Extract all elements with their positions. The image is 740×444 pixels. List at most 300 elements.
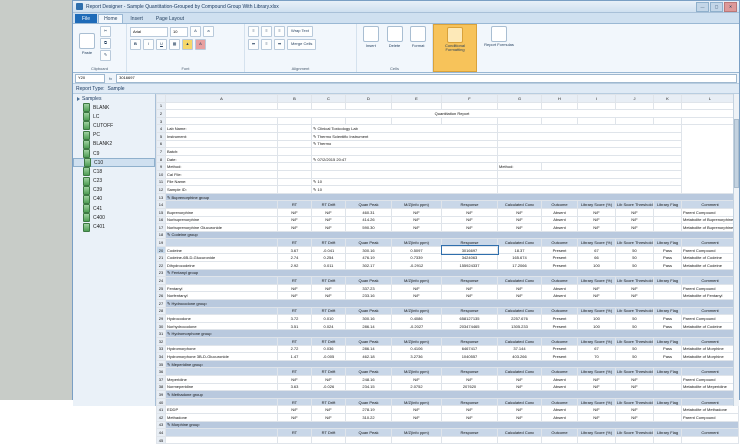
quan-peak-value[interactable]: 476.19: [346, 254, 392, 262]
calculated-conc-value[interactable]: N/F: [498, 224, 542, 232]
group-band-row[interactable]: [157, 269, 739, 277]
col-H[interactable]: H: [542, 95, 578, 103]
group-band-row[interactable]: [157, 421, 739, 429]
calculated-conc-value[interactable]: 2257.676: [498, 315, 542, 323]
compound-name[interactable]: EDDP: [166, 406, 278, 414]
library-score-value[interactable]: N/F: [578, 224, 616, 232]
comment-value[interactable]: Parent Compound: [682, 413, 739, 421]
header-field-value[interactable]: [312, 170, 498, 178]
response-value[interactable]: N/F: [442, 216, 498, 224]
header-field-value[interactable]: ✎ 10: [312, 186, 498, 194]
row-header[interactable]: 9: [157, 163, 166, 171]
cell[interactable]: [498, 132, 682, 140]
col-G[interactable]: G: [498, 95, 542, 103]
row-header[interactable]: 20: [157, 246, 166, 254]
cell[interactable]: [278, 186, 312, 194]
row-header[interactable]: 23: [157, 269, 166, 277]
quan-peak-value[interactable]: 278.19: [346, 406, 392, 414]
group-band[interactable]: ✎ Meperidine group: [166, 360, 739, 368]
comment-value[interactable]: Parent Compound: [682, 284, 739, 292]
col-L[interactable]: L: [682, 95, 739, 103]
outcome-value[interactable]: Absent: [542, 375, 578, 383]
library-flag-value[interactable]: Pass: [654, 322, 682, 330]
response-value[interactable]: [442, 436, 498, 444]
align-center-icon[interactable]: ≡: [261, 39, 272, 50]
cell[interactable]: [542, 102, 578, 110]
response-value[interactable]: 658127135: [442, 315, 498, 323]
rt-value[interactable]: 2.72: [278, 345, 312, 353]
comment-value[interactable]: Parent Compound: [682, 246, 739, 254]
cell[interactable]: [498, 178, 682, 186]
sidebar-item-lc[interactable]: [73, 112, 155, 121]
mz-value[interactable]: N/F: [392, 406, 442, 414]
tab-file[interactable]: File: [75, 14, 97, 23]
header-field-value[interactable]: ✎ 10: [312, 178, 498, 186]
compound-col-header[interactable]: [166, 239, 278, 247]
tab-insert[interactable]: Insert: [130, 16, 143, 22]
col-header-2[interactable]: Quan Peak: [346, 201, 392, 209]
col-B[interactable]: B: [278, 95, 312, 103]
comment-value[interactable]: Metabolite of Codeine: [682, 262, 739, 270]
col-header-1[interactable]: RT Drift: [312, 239, 346, 247]
library-score-value[interactable]: N/F: [578, 292, 616, 300]
col-header-7[interactable]: Library Score (%): [578, 239, 616, 247]
sheet-row[interactable]: [157, 102, 739, 110]
col-header-5[interactable]: Calculated Conc: [498, 201, 542, 209]
rt-value[interactable]: 3.51: [278, 322, 312, 330]
group-band-row[interactable]: [157, 300, 739, 308]
comment-value[interactable]: Metabolite of Meperidine: [682, 383, 739, 391]
group-header-row[interactable]: [157, 398, 739, 406]
compound-col-header[interactable]: [166, 398, 278, 406]
col-header-10[interactable]: Comment: [682, 338, 739, 346]
row-header[interactable]: 4: [157, 125, 166, 133]
outcome-value[interactable]: Absent: [542, 224, 578, 232]
row-header[interactable]: 19: [157, 239, 166, 247]
col-header-5[interactable]: Calculated Conc: [498, 307, 542, 315]
library-score-value[interactable]: 67: [578, 345, 616, 353]
cut-button[interactable]: ✂: [100, 26, 111, 37]
mz-value[interactable]: 2.0752: [392, 383, 442, 391]
window-controls[interactable]: [696, 2, 739, 12]
group-header-row[interactable]: [157, 429, 739, 437]
calculated-conc-value[interactable]: N/F: [498, 292, 542, 300]
align-bottom-icon[interactable]: ≡: [274, 26, 285, 37]
lib-score-threshold-value[interactable]: 50: [616, 262, 654, 270]
cell[interactable]: [616, 102, 654, 110]
col-header-3[interactable]: M/Z(info ppm): [392, 277, 442, 285]
col-header-1[interactable]: RT Drift: [312, 368, 346, 376]
cell[interactable]: [278, 178, 312, 186]
lib-score-threshold-value[interactable]: N/F: [616, 375, 654, 383]
quan-peak-value[interactable]: 337.23: [346, 284, 392, 292]
lib-score-threshold-value[interactable]: 50: [616, 353, 654, 361]
group-band-row[interactable]: [157, 231, 739, 239]
calculated-conc-value[interactable]: N/F: [498, 208, 542, 216]
compound-name[interactable]: Norfentanyl: [166, 292, 278, 300]
lib-score-threshold-value[interactable]: [616, 436, 654, 444]
col-header-0[interactable]: RT: [278, 277, 312, 285]
compound-name[interactable]: Normeperidine: [166, 383, 278, 391]
col-header-0[interactable]: RT: [278, 338, 312, 346]
compound-name[interactable]: Fentanyl: [166, 284, 278, 292]
cell[interactable]: [654, 102, 682, 110]
response-value[interactable]: 1040557: [442, 353, 498, 361]
rt-value[interactable]: 2.74: [278, 254, 312, 262]
col-header-6[interactable]: Outcome: [542, 368, 578, 376]
sheet-body[interactable]: [157, 102, 739, 444]
compound-name[interactable]: Norbuprenorphine Glucuronide: [166, 224, 278, 232]
comment-value[interactable]: Metabolite of Fentanyl: [682, 292, 739, 300]
header-field-label-2[interactable]: Method:: [498, 163, 542, 171]
col-header-0[interactable]: RT: [278, 398, 312, 406]
col-header-10[interactable]: Comment: [682, 277, 739, 285]
compound-col-header[interactable]: [166, 338, 278, 346]
row-header[interactable]: 6: [157, 140, 166, 148]
align-top-icon[interactable]: ≡: [248, 26, 259, 37]
col-header-3[interactable]: M/Z(info ppm): [392, 368, 442, 376]
rt-drift-value[interactable]: N/F: [312, 284, 346, 292]
comment-value[interactable]: Metabolite of Morphine: [682, 353, 739, 361]
col-header-2[interactable]: Quan Peak: [346, 277, 392, 285]
response-value[interactable]: 3016697: [442, 246, 498, 254]
col-header-7[interactable]: Library Score (%): [578, 368, 616, 376]
close-button[interactable]: ✕: [724, 2, 737, 12]
row-header[interactable]: 40: [157, 398, 166, 406]
col-header-3[interactable]: M/Z(info ppm): [392, 338, 442, 346]
grow-font-icon[interactable]: A: [190, 26, 201, 37]
sheet-table[interactable]: [156, 94, 739, 444]
cell[interactable]: [278, 132, 312, 140]
quan-peak-value[interactable]: 302.17: [346, 262, 392, 270]
mz-value[interactable]: [392, 436, 442, 444]
group-header-row[interactable]: [157, 307, 739, 315]
comment-value[interactable]: Parent Compound: [682, 315, 739, 323]
library-flag-value[interactable]: [654, 224, 682, 232]
col-header-2[interactable]: Quan Peak: [346, 398, 392, 406]
row-header[interactable]: 35: [157, 360, 166, 368]
col-header-8[interactable]: Lib Score Threshold: [617, 202, 653, 208]
calculated-conc-value[interactable]: 403.266: [498, 353, 542, 361]
sidebar-item-blank2[interactable]: [73, 140, 155, 149]
compound-name[interactable]: Hydromorphone: [166, 345, 278, 353]
compound-col-header[interactable]: [166, 368, 278, 376]
col-header-3[interactable]: M/Z(info ppm): [392, 398, 442, 406]
col-header-2[interactable]: Quan Peak: [346, 307, 392, 315]
row-header[interactable]: 34: [157, 353, 166, 361]
outcome-value[interactable]: Present: [542, 345, 578, 353]
col-header-1[interactable]: RT Drift: [312, 277, 346, 285]
header-field-label[interactable]: Instrument:: [166, 132, 278, 140]
cell[interactable]: [542, 117, 578, 125]
italic-icon[interactable]: I: [143, 39, 154, 50]
cell[interactable]: [312, 102, 346, 110]
header-field-label[interactable]: Cal File:: [166, 170, 278, 178]
comment-value[interactable]: Metabolite of Buprenorphine: [682, 216, 739, 224]
header-field-row[interactable]: [157, 170, 739, 178]
mz-value[interactable]: N/F: [392, 216, 442, 224]
header-field-label[interactable]: Date:: [166, 155, 278, 163]
sheet-row[interactable]: [157, 110, 739, 118]
compound-name[interactable]: Buprenorphine: [166, 208, 278, 216]
library-flag-value[interactable]: [654, 292, 682, 300]
compound-name[interactable]: Norbuprenorphine: [166, 216, 278, 224]
header-field-row[interactable]: [157, 132, 739, 140]
response-value[interactable]: N/F: [442, 413, 498, 421]
row-header[interactable]: 44: [157, 429, 166, 437]
rt-value[interactable]: 2.92: [278, 262, 312, 270]
group-band[interactable]: ✎ Codeine group: [166, 231, 739, 239]
mz-value[interactable]: N/F: [392, 208, 442, 216]
group-band-row[interactable]: [157, 330, 739, 338]
compound-name[interactable]: Methadone: [166, 413, 278, 421]
shrink-font-icon[interactable]: a: [203, 26, 214, 37]
compound-row[interactable]: [157, 353, 739, 361]
mz-value[interactable]: 3.2736: [392, 353, 442, 361]
calculated-conc-value[interactable]: 18.37: [498, 246, 542, 254]
library-flag-value[interactable]: [654, 406, 682, 414]
row-header[interactable]: 30: [157, 322, 166, 330]
comment-value[interactable]: Metabolite of Codeine: [682, 322, 739, 330]
tab-page-layout[interactable]: Page Layout: [155, 16, 185, 22]
col-header-1[interactable]: RT Drift: [312, 307, 346, 315]
copy-button[interactable]: ⧉: [100, 38, 111, 49]
col-header-6[interactable]: Outcome: [542, 239, 578, 247]
lib-score-threshold-value[interactable]: 50: [616, 345, 654, 353]
cell[interactable]: [542, 163, 682, 171]
calculated-conc-value[interactable]: [498, 436, 542, 444]
comment-value[interactable]: Metabolite of Codeine: [682, 254, 739, 262]
cell[interactable]: [312, 117, 346, 125]
compound-row[interactable]: [157, 254, 739, 262]
cell[interactable]: [498, 170, 682, 178]
group-header-row[interactable]: [157, 368, 739, 376]
col-header-3[interactable]: M/Z(info ppm): [392, 239, 442, 247]
col-header-3[interactable]: M/Z(info ppm): [392, 307, 442, 315]
bold-icon[interactable]: B: [130, 39, 141, 50]
row-header[interactable]: 26: [157, 292, 166, 300]
outcome-value[interactable]: Present: [542, 254, 578, 262]
maximize-button[interactable]: ▢: [710, 2, 723, 12]
row-header[interactable]: 22: [157, 262, 166, 270]
lib-score-threshold-value[interactable]: N/F: [616, 208, 654, 216]
row-header[interactable]: 28: [157, 307, 166, 315]
col-header-0[interactable]: RT: [278, 307, 312, 315]
quan-peak-value[interactable]: 286.14: [346, 345, 392, 353]
col-header-9[interactable]: Library Flag: [654, 429, 682, 437]
mz-value[interactable]: N/F: [392, 224, 442, 232]
conditional-formatting-button[interactable]: [437, 27, 473, 53]
outcome-value[interactable]: Present: [542, 246, 578, 254]
compound-col-header[interactable]: [166, 201, 278, 209]
col-A[interactable]: A: [166, 95, 278, 103]
row-header[interactable]: 12: [157, 186, 166, 194]
col-header-5[interactable]: Calculated Conc: [498, 338, 542, 346]
mz-value[interactable]: N/F: [392, 292, 442, 300]
report-formulas-button[interactable]: [480, 26, 518, 47]
quan-peak-value[interactable]: 462.18: [346, 353, 392, 361]
spreadsheet[interactable]: [156, 94, 739, 443]
row-header[interactable]: 25: [157, 284, 166, 292]
lib-score-threshold-value[interactable]: 50: [616, 315, 654, 323]
sidebar-item-c40[interactable]: [73, 195, 155, 204]
header-field-label[interactable]: Lab Name:: [166, 125, 278, 133]
library-flag-value[interactable]: Pass: [654, 254, 682, 262]
col-header-8[interactable]: Lib Score Threshold: [617, 240, 653, 246]
header-field-label[interactable]: Batch:: [166, 148, 278, 156]
calculated-conc-value[interactable]: N/F: [498, 375, 542, 383]
col-header-8[interactable]: Lib Score Threshold: [617, 399, 653, 405]
align-right-icon[interactable]: ➡: [274, 39, 285, 50]
report-title[interactable]: Quantitation Report: [166, 110, 739, 118]
col-header-3[interactable]: M/Z(info ppm): [392, 201, 442, 209]
rt-value[interactable]: 3.63: [278, 383, 312, 391]
header-field-row[interactable]: [157, 140, 739, 148]
outcome-value[interactable]: [542, 436, 578, 444]
col-header-10[interactable]: Comment: [682, 398, 739, 406]
quan-peak-value[interactable]: 460.31: [346, 208, 392, 216]
row-header[interactable]: 27: [157, 300, 166, 308]
col-header-10[interactable]: Comment: [682, 239, 739, 247]
rt-drift-value[interactable]: N/F: [312, 413, 346, 421]
group-band[interactable]: ✎ Fentanyl group: [166, 269, 739, 277]
row-header[interactable]: 38: [157, 383, 166, 391]
rt-drift-value[interactable]: 0.024: [312, 322, 346, 330]
header-field-row[interactable]: [157, 148, 739, 156]
row-header[interactable]: 16: [157, 216, 166, 224]
col-header-4[interactable]: Response: [442, 201, 498, 209]
row-header[interactable]: 8: [157, 155, 166, 163]
sidebar-item-c41[interactable]: [73, 204, 155, 213]
column-header-row[interactable]: [157, 95, 739, 103]
cell[interactable]: [278, 125, 312, 133]
col-header-0[interactable]: RT: [278, 429, 312, 437]
group-band[interactable]: ✎ Morphine group: [166, 421, 739, 429]
col-header-6[interactable]: Outcome: [542, 429, 578, 437]
borders-icon[interactable]: ▦: [169, 39, 180, 50]
col-header-6[interactable]: Outcome: [542, 277, 578, 285]
col-D[interactable]: D: [346, 95, 392, 103]
row-header[interactable]: 39: [157, 391, 166, 399]
cell[interactable]: [654, 117, 682, 125]
merge-cells-button[interactable]: Merge Cells: [287, 39, 316, 50]
group-band-row[interactable]: [157, 360, 739, 368]
compound-name[interactable]: [166, 436, 278, 444]
group-header-row[interactable]: [157, 201, 739, 209]
col-F[interactable]: F: [442, 95, 498, 103]
calculated-conc-value[interactable]: N/F: [498, 406, 542, 414]
cell[interactable]: [278, 148, 312, 156]
cell[interactable]: [498, 125, 682, 133]
mz-value[interactable]: 0.7339: [392, 254, 442, 262]
cell[interactable]: [578, 102, 616, 110]
outcome-value[interactable]: Absent: [542, 284, 578, 292]
compound-row[interactable]: [157, 383, 739, 391]
sidebar-item-c18[interactable]: [73, 167, 155, 176]
compound-name[interactable]: Dihydrocodeine: [166, 262, 278, 270]
sidebar-item-c10[interactable]: [73, 158, 155, 167]
align-left-icon[interactable]: ⬅: [248, 39, 259, 50]
header-field-label[interactable]: File Name:: [166, 178, 278, 186]
col-header-4[interactable]: Response: [442, 307, 498, 315]
outcome-value[interactable]: Absent: [542, 383, 578, 391]
mz-value[interactable]: 0.4106: [392, 345, 442, 353]
library-flag-value[interactable]: Pass: [654, 246, 682, 254]
cell[interactable]: [278, 117, 312, 125]
font-name-input[interactable]: Arial: [130, 27, 168, 37]
cell[interactable]: [498, 117, 542, 125]
corner-cell[interactable]: [157, 95, 166, 103]
header-field-row[interactable]: [157, 125, 739, 133]
rt-drift-value[interactable]: N/F: [312, 375, 346, 383]
header-field-row[interactable]: [157, 178, 739, 186]
row-header[interactable]: 13: [157, 193, 166, 201]
col-header-6[interactable]: Outcome: [542, 398, 578, 406]
cell[interactable]: [442, 117, 498, 125]
library-flag-value[interactable]: Pass: [654, 345, 682, 353]
group-band[interactable]: ✎ Methadone group: [166, 391, 739, 399]
rt-value[interactable]: 3.67: [278, 246, 312, 254]
compound-name[interactable]: Hydrocodone: [166, 315, 278, 323]
samples-list[interactable]: [73, 103, 155, 232]
col-header-9[interactable]: Library Flag: [654, 338, 682, 346]
library-flag-value[interactable]: [654, 284, 682, 292]
col-header-5[interactable]: Calculated Conc: [498, 429, 542, 437]
cell[interactable]: [166, 117, 278, 125]
mz-value[interactable]: -0.2912: [392, 262, 442, 270]
quan-peak-value[interactable]: 234.15: [346, 383, 392, 391]
calculated-conc-value[interactable]: N/F: [498, 284, 542, 292]
cell[interactable]: [498, 155, 682, 163]
formula-input[interactable]: 3016697: [116, 74, 737, 83]
row-header[interactable]: 41: [157, 406, 166, 414]
compound-row[interactable]: [157, 322, 739, 330]
header-field-label[interactable]: Method:: [166, 163, 278, 171]
response-value[interactable]: N/F: [442, 375, 498, 383]
response-value[interactable]: N/F: [442, 284, 498, 292]
response-value[interactable]: 3424063: [442, 254, 498, 262]
rt-value[interactable]: [278, 436, 312, 444]
header-field-row[interactable]: [157, 186, 739, 194]
library-flag-value[interactable]: [654, 375, 682, 383]
col-header-6[interactable]: Outcome: [542, 201, 578, 209]
calculated-conc-value[interactable]: 165.674: [498, 254, 542, 262]
calculated-conc-value[interactable]: 1305.233: [498, 322, 542, 330]
mz-value[interactable]: N/F: [392, 375, 442, 383]
mz-value[interactable]: N/F: [392, 413, 442, 421]
header-field-value[interactable]: [312, 148, 498, 156]
library-flag-value[interactable]: [654, 436, 682, 444]
formula-bar[interactable]: [73, 73, 739, 84]
group-band-row[interactable]: [157, 193, 739, 201]
col-E[interactable]: E: [392, 95, 442, 103]
comment-value[interactable]: Metabolite of Buprenorphine: [682, 224, 739, 232]
compound-row[interactable]: [157, 292, 739, 300]
cell[interactable]: [498, 148, 682, 156]
header-field-label[interactable]: [166, 140, 278, 148]
col-header-8[interactable]: Lib Score Threshold: [617, 308, 653, 314]
col-header-4[interactable]: Response: [442, 239, 498, 247]
response-value[interactable]: N/F: [442, 224, 498, 232]
col-header-1[interactable]: RT Drift: [312, 398, 346, 406]
align-middle-icon[interactable]: ≡: [261, 26, 272, 37]
cell[interactable]: [682, 117, 739, 125]
library-score-value[interactable]: N/F: [578, 406, 616, 414]
cell[interactable]: [346, 117, 392, 125]
rt-value[interactable]: N/F: [278, 406, 312, 414]
rt-value[interactable]: N/F: [278, 413, 312, 421]
row-header[interactable]: 31: [157, 330, 166, 338]
